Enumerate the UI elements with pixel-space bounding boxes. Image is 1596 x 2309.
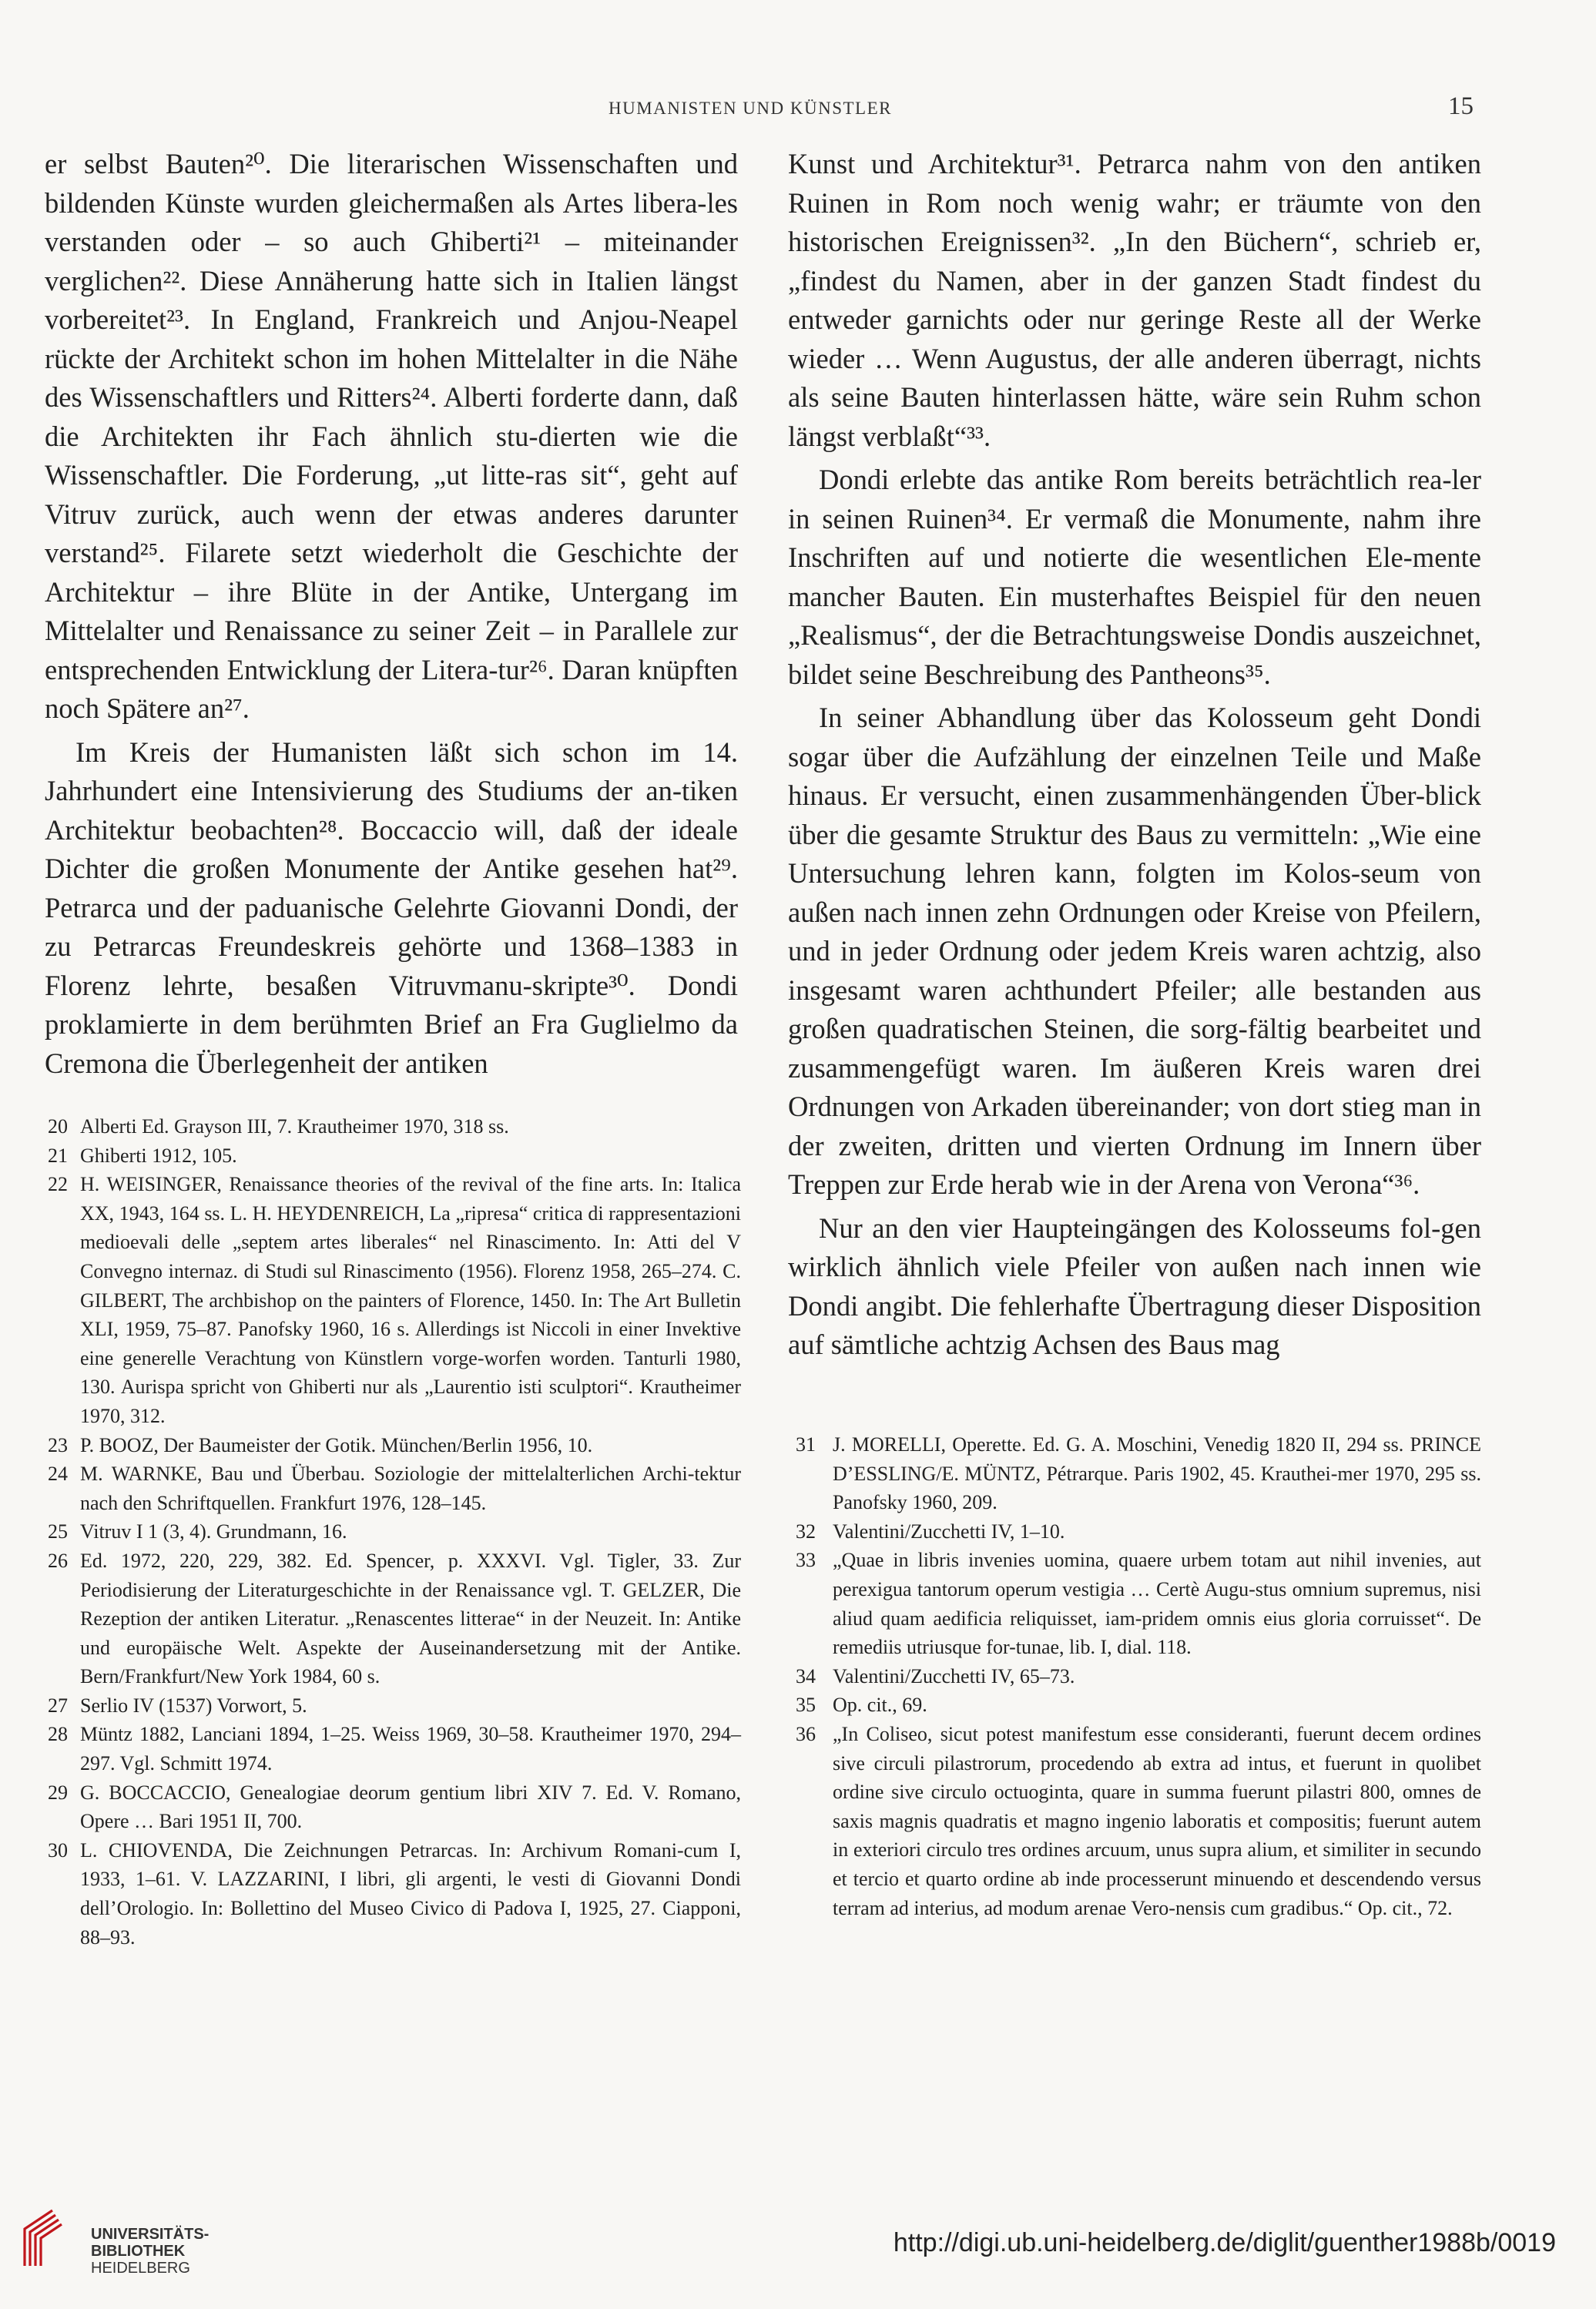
footnote-text: „In Coliseo, sicut potest manifestum esse consideranti, fuerunt decem ordines sive circuli pilastrorum, procedendo ab extra ad intus, et fuerunt in quolibet ordine sive circulo octuoginta, quare in summa fuerunt pilastri 800, omnes de saxis magnis quadratis et magno ingenio laboratis et compositis; fuerunt autem in exteriori circulo tres ordines arcuum, unus supra alium, et similiter in secundo et tercio et quarto ordine ab inde processerunt minuendo et descendendo versus terram ad interius, ad modum arenae Vero-nensis cum gradibus.“ Op. cit., 72. [833,1722,1481,1919]
body-paragraph: er selbst Bauten²⁰. Die literarischen Wissenschaften und bildenden Künste wurden gleichermaßen als Artes libera-les verstanden oder – so auch Ghiberti²¹ – miteinander verglichen²². Diese Annäherung hatte sich in Italien längst vorbereitet²³. In England, Frankreich und Anjou-Neapel rückte der Architekt schon im hohen Mittelalter in die Nähe des Wissenschaftlers und Ritters²⁴. Alberti forderte dann, daß die Architekten ihr Fach ähnlich stu-dierten wie die Wissenschaftler. Die Forderung, „ut litte-ras sit“, geht auf Vitruv zurück, auch wenn der etwas anderes darunter verstand²⁵. Filarete setzt wiederholt die Geschichte der Architektur – ihre Blüte in der Antike, Untergang im Mittelalter und Renaissance zu seiner Zeit – in Parallele zur entsprechenden Entwicklung der Litera-tur²⁶. Daran knüpften noch Spätere an²⁷. [45,148,738,724]
footnote [48,1431,741,1460]
footnote [48,1836,741,1952]
digitization-footer [0,2193,1596,2309]
footnote-text: L. CHIOVENDA, Die Zeichnungen Petrarcas. In: Archivum Romani-cum I, 1933, 1–61. V. LAZZARINI, I libri, gli argenti, le vesti di Giovanni Dondi dell’Orologio. In: Bollettino del Museo Civico di Padova I, 1925, 27. Ciapponi, 88–93. [80,1838,741,1949]
footnote-text: Serlio IV (1537) Vorwort, 5. [80,1694,307,1717]
library-name [91,2226,209,2277]
footnote-number: 24 [48,1463,68,1486]
footnote-number: 35 [796,1694,816,1717]
right-column-body [788,145,1481,1365]
footnote-number: 36 [796,1722,816,1745]
footnote-number: 23 [48,1433,68,1456]
footnote [796,1430,1481,1517]
footnote-text: „Quae in libris invenies uomina, quaere urbem totam aut nihil invenies, aut perexigua tantorum operum vestigia … Certè Augu-stus omnium supremus, nisi aliud quam aedificia reliquisset, iam-pridem omnis eius gloria corruisset“. De remediis utriusque for-tunae, lib. I, dial. 118. [833,1549,1481,1659]
footnote-text: Op. cit., 69. [833,1694,927,1717]
footnote-number: 30 [48,1838,68,1862]
library-name-line: HEIDELBERG [91,2260,190,2277]
footnote [48,1459,741,1517]
footnote-text: J. MORELLI, Operette. Ed. G. A. Moschini, Venedig 1820 II, 294 ss. PRINCE D’ESSLING/E. MÜNTZ, Pétrarque. Paris 1902, 45. Krauthei-mer 1970, 295 ss. Panofsky 1960, 209. [833,1433,1481,1514]
footnote [796,1662,1481,1691]
footnote-text: Ed. 1972, 220, 229, 382. Ed. Spencer, p. XXXVI. Vgl. Tigler, 33. Zur Periodisierung der Literaturgeschichte in der Renaissance vgl. T. GELZER, Die Rezeption der antiken Literatur. „Renascentes litterae“ in der Neuzeit. In: Antike und europäische Welt. Aspekte der Auseinandersetzung mit der Antike. Bern/Frankfurt/New York 1984, 60 s. [80,1549,741,1688]
footnote-number: 33 [796,1549,816,1572]
footnote [48,1691,741,1721]
footnote-number: 32 [796,1520,816,1543]
footnote [48,1112,741,1141]
running-title: HUMANISTEN UND KÜNSTLER [609,99,892,118]
footnote-text: G. BOCCACCIO, Genealogiae deorum gentium libri XIV 7. Ed. V. Romano, Opere … Bari 1951 II, 700. [80,1781,741,1833]
footnote-number: 28 [48,1723,68,1746]
footnote-number: 34 [796,1664,816,1687]
footnote-number: 25 [48,1520,68,1543]
body-paragraph: In seiner Abhandlung über das Kolosseum geht Dondi sogar über die Aufzählung der einzelnen Teile und Maße hinaus. Er versucht, einen zusammenhängenden Über-blick über die gesamte Struktur des Baus zu vermitteln: „Wie eine Untersuchung lehren kann, folgten im Kolos-seum von außen nach innen zehn Ordnungen oder Kreise von Pfeilern, und in jeder Ordnung oder jedem Kreis waren achtzig, also insgesamt waren achthundert Pfeiler; alle bestanden aus großen quadratischen Steinen, die sorg-fältig bearbeitet und zusammengefügt waren. Im äußeren Kreis waren drei Ordnungen von Arkaden übereinander; von dort stieg man in der zweiten, dritten und vierten Ordnung im Innern über Treppen zur Erde herab wie in der Arena von Verona“³⁶. [788,702,1481,1200]
footnotes-right [796,1430,1481,1922]
body-paragraph: Im Kreis der Humanisten läßt sich schon im 14. Jahrhundert eine Intensivierung des Studiums der an-tiken Architektur beobachten²⁸. Boccaccio will, daß der ideale Dichter die großen Monumente der Antike gesehen hat²⁹. Petrarca und der paduanische Gelehrte Giovanni Dondi, der zu Petrarcas Freundeskreis gehörte und 1368–1383 in Florenz lehrte, besaßen Vitruvmanu-skripte³⁰. Dondi proklamierte in dem berühmten Brief an Fra Guglielmo da Cremona die Überlegenheit der antiken [45,736,738,1079]
library-name-line: UNIVERSITÄTS- [91,2226,210,2243]
footnote [48,1141,741,1171]
footnote-text: Valentini/Zucchetti IV, 65–73. [833,1664,1075,1687]
ub-heidelberg-logo-icon [22,2207,65,2269]
footnote-number: 26 [48,1549,68,1572]
footnote [796,1517,1481,1547]
footnote-text: M. WARNKE, Bau und Überbau. Soziologie der mittelalterlichen Archi-tektur nach den Schriftquellen. Frankfurt 1976, 128–145. [80,1463,741,1514]
footnote-text: H. WEISINGER, Renaissance theories of the revival of the fine arts. In: Italica XX, 1943, 164 ss. L. H. HEYDENREICH, La „ripresa“ critica di rappresentazioni medioevali delle „septem artes liberales“ nel Rinascimento. In: Atti del V Convegno internaz. di Studi sul Rinascimento (1956). Florenz 1958, 265–274. C. GILBERT, The archbishop on the painters of Florence, 1450. In: The Art Bulletin XLI, 1959, 75–87. Panofsky 1960, 16 s. Allerdings ist Niccoli in einer Invektive eine generelle Verachtung von Künstlern vorge-worfen worden. Tanturli 1980, 130. Aurispa spricht von Ghiberti nur als „Laurentio isti sculptori“. Krautheimer 1970, 312. [80,1173,741,1427]
footnote-number: 29 [48,1781,68,1804]
body-paragraph: Dondi erlebte das antike Rom bereits beträchtlich rea-ler in seinen Ruinen³⁴. Er vermaß die Monumente, nahm ihre Inschriften auf und notierte die wesentlichen Ele-mente mancher Bauten. Ein musterhaftes Beispiel für den neuen „Realismus“, der die Betrachtungsweise Dondis auszeichnet, bildet seine Beschreibung des Pantheons³⁵. [788,464,1481,690]
footnote-text: Ghiberti 1912, 105. [80,1144,237,1167]
footnote-text: P. BOOZ, Der Baumeister der Gotik. München/Berlin 1956, 10. [80,1433,593,1456]
footnote-text: Vitruv I 1 (3, 4). Grundmann, 16. [80,1520,347,1543]
footnote [796,1691,1481,1720]
footnote-number: 27 [48,1694,68,1717]
footnote [48,1517,741,1547]
footnote [796,1720,1481,1922]
footnote-text: Alberti Ed. Grayson III, 7. Krautheimer 1970, 318 ss. [80,1115,509,1138]
footnote-number: 22 [48,1173,68,1196]
footnote-number: 20 [48,1115,68,1138]
footnote [48,1778,741,1836]
body-paragraph: Kunst und Architektur³¹. Petrarca nahm von den antiken Ruinen in Rom noch wenig wahr; er träumte von den historischen Ereignissen³². „In den Büchern“, schrieb er, „findest du Namen, aber in der ganzen Stadt findest du entweder garnichts oder nur geringe Reste all der Werke wieder … Wenn Augustus, der alle anderen überragt, nichts als seine Bauten hinterlassen hätte, wäre sein Ruhm schon längst verblaßt“³³. [788,148,1481,452]
page-number: 15 [1448,92,1474,120]
footnote-text: Valentini/Zucchetti IV, 1–10. [833,1520,1065,1543]
footnote [48,1170,741,1430]
footnote [796,1546,1481,1661]
footnote [48,1720,741,1778]
library-name-line: BIBLIOTHEK [91,2243,186,2260]
source-url-link[interactable]: http://digi.ub.uni-heidelberg.de/diglit/guenther1988b/0019 [893,2228,1556,2257]
footnotes-left [48,1112,741,1952]
body-paragraph: Nur an den vier Haupteingängen des Kolosseums fol-gen wirklich ähnlich viele Pfeiler von außen nach innen wie Dondi angibt. Die fehlerhafte Übertragung dieser Disposition auf sämtliche achtzig Achsen des Baus mag [788,1211,1481,1360]
left-column-body [45,145,738,1083]
footnote-number: 21 [48,1144,68,1167]
footnote-text: Müntz 1882, Lanciani 1894, 1–25. Weiss 1969, 30–58. Krautheimer 1970, 294–297. Vgl. Schmitt 1974. [80,1723,741,1775]
footnote [48,1547,741,1691]
footnote-number: 31 [796,1433,816,1456]
